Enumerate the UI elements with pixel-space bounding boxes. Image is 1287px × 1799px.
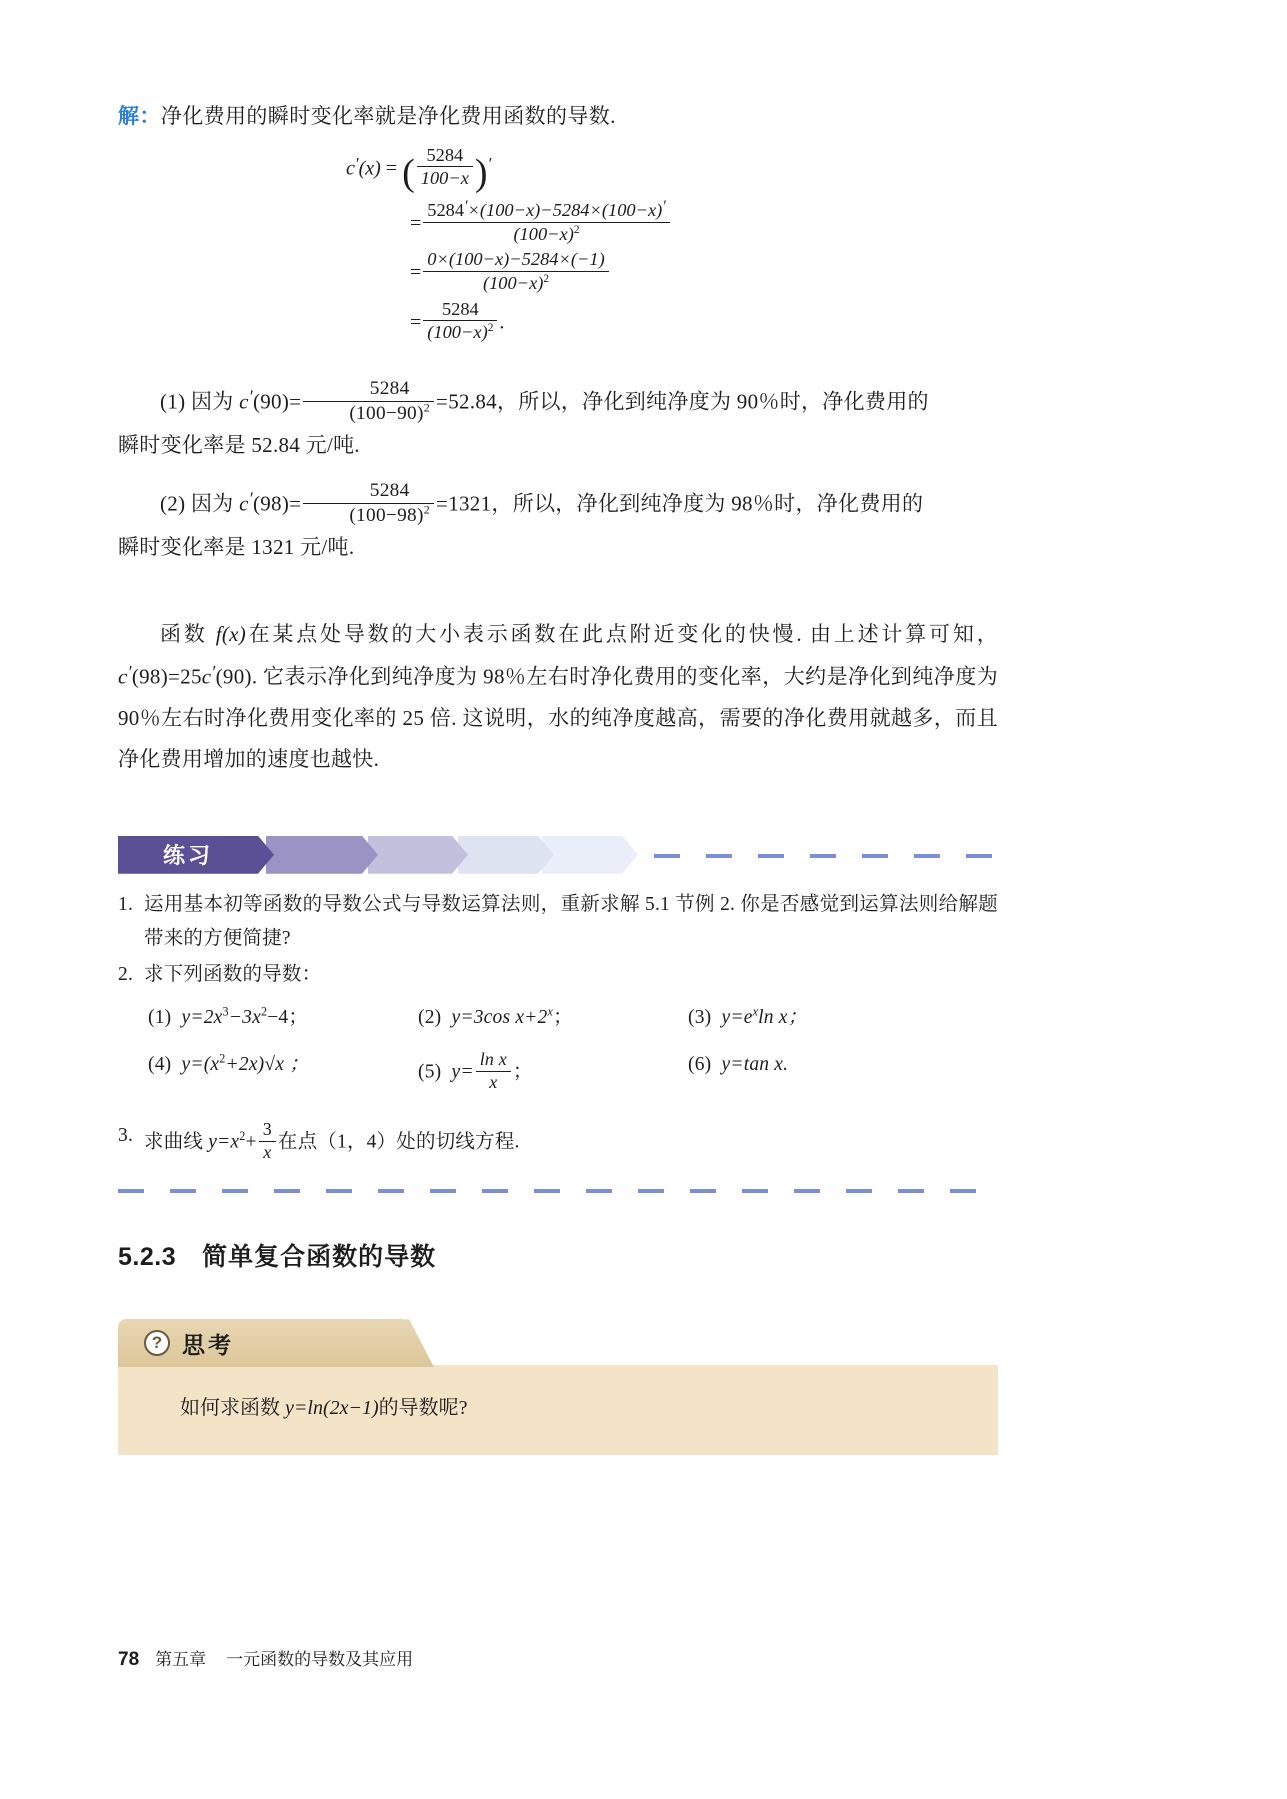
subitem-5-tail: ； (512, 1061, 533, 1083)
part-1-frac-num: 5284 (369, 377, 410, 399)
solution-lead-line (118, 100, 998, 133)
part-2-line2: 瞬时变化率是 1321 元/吨. (118, 535, 355, 560)
subitem-2-text: y=3cos x+2 (451, 1007, 548, 1029)
banner-chevron-4 (458, 836, 554, 874)
exercise-3-number: 3. (118, 1125, 134, 1147)
part-2-paragraph: (2) 因为 c′(98)= $\frac{5284}{(100-98)^2}$ =1321，所以，净化到纯净度为 98％时，净化费用的 (160, 480, 924, 526)
exercise-item-2 (118, 958, 998, 992)
solution-lead-text: 净化费用的瞬时变化率就是净化费用函数的导数. (160, 104, 616, 128)
eq2-num-b: ×(100−x)−5284×(100−x) (467, 200, 663, 221)
part-2-arg: (98) (252, 491, 290, 516)
subitem-1-y: y (181, 1007, 191, 1029)
think-body-tail: 的导数呢? (378, 1397, 468, 1420)
part-2-fn: c (239, 491, 249, 516)
exercise-1-text: 运用基本初等函数的导数公式与导数运算法则，重新求解 5.1 节例 2. 你是否感觉到运算法则给解题带来的方便简捷? (144, 893, 998, 949)
part-2-marker: (2) (160, 491, 186, 516)
part-1-result: =52.84，所以，净化到纯净度为 90％时，净化费用的 (436, 389, 929, 414)
discussion-fn-c: c (118, 664, 128, 689)
subitem-2-tail: ； (553, 1007, 573, 1029)
part-2-lead: 因为 (190, 491, 234, 516)
exercise-3-frac-num: 3 (262, 1119, 272, 1140)
eq2-den: (100−x) (513, 224, 574, 245)
think-box-label: 思考 (182, 1331, 234, 1358)
subitem-6-text: y=tan x. (721, 1054, 789, 1076)
subitem-5-num: ln x (479, 1049, 507, 1070)
subitem-4 (148, 1049, 418, 1093)
eq3-num: 0×(100−x)−5284×(−1) (427, 249, 605, 270)
subitem-2 (418, 1002, 688, 1033)
subitem-3-tail: ln x； (758, 1007, 808, 1029)
exercise-2-number: 2. (118, 964, 134, 986)
page-content (118, 100, 998, 1455)
question-mark-icon: ? (144, 1330, 170, 1356)
banner-chevron-2 (266, 836, 378, 874)
banner-dashed-rule (654, 854, 998, 858)
discussion-paragraph: 函数 f(x)在某点处导数的大小表示函数在此点附近变化的快慢. 由上述计算可知，c′(98)=25c′(90). 它表示净化到纯净度为 98％左右时净化费用的变化率，大约是净化到纯净度为 90％左右时净化费用变化率的 25 倍. 这说明，水的纯净度越高，需要的净化费用就越多，而且净化费用增加的速度也越快. (118, 622, 998, 771)
equation-line-2: = $\frac{5284'\times(100-x)-5284\times(100-x)'}{(100-x)^2}$ (410, 198, 998, 245)
subitem-1-sup2: 2 (260, 1004, 268, 1019)
eq1-arg: (x) (358, 156, 381, 179)
exercise-3-frac-den: x (259, 1141, 276, 1164)
discussion-eq: =25 (168, 664, 202, 689)
exercise-2-row-2 (148, 1049, 998, 1093)
eq1-num: 5284 (426, 144, 464, 165)
subitem-6 (688, 1049, 958, 1093)
subitem-1-sup1: 3 (222, 1004, 229, 1019)
exercise-1-number: 1. (118, 893, 134, 915)
subitem-4-text: y=(x (181, 1054, 220, 1076)
part-1-line2: 瞬时变化率是 52.84 元/吨. (118, 433, 360, 458)
exercise-3-eq: =x (217, 1131, 240, 1153)
discussion-arg-90: (90) (215, 664, 252, 689)
subitem-4-marker: (4) (148, 1054, 172, 1076)
part-1-fn: c (239, 389, 249, 414)
practice-bottom-rule (118, 1189, 998, 1193)
exercise-3-tail: 在点（1，4）处的切线方程. (277, 1131, 520, 1153)
practice-banner (118, 836, 998, 874)
think-body-lead: 如何求函数 (180, 1397, 285, 1420)
subitem-4-sup: 2 (219, 1051, 226, 1066)
subitem-3-sup: x (752, 1004, 759, 1019)
eq4-num: 5284 (441, 298, 479, 319)
eq4-den: (100−x) (427, 322, 488, 343)
discussion-fn-f: f (215, 622, 222, 647)
banner-chevron-5 (542, 836, 638, 874)
subitem-3-marker: (3) (688, 1007, 712, 1029)
eq3-den: (100−x) (482, 273, 544, 294)
think-box (118, 1319, 998, 1455)
banner-chevron-3 (368, 836, 468, 874)
exercise-3-y: y (208, 1131, 218, 1153)
discussion-tail: . 它表示净化到纯净度为 98％左右时净化费用的变化率，大约是净化到纯净度为 90％左右时净化费用变化率的 25 倍. 这说明，水的纯净度越高，需要的净化费用就越多，而且净化费用增加的速度也越快. (118, 664, 998, 771)
subitem-2-sup: x (547, 1004, 554, 1019)
equation-line-4: = $\frac{5284}{(100-x)^2}$ . (410, 298, 505, 343)
exercise-2-row-1 (148, 1002, 998, 1033)
exercise-3-sup: 2 (239, 1129, 246, 1144)
exercise-3-plus: + (245, 1131, 257, 1153)
practice-exercise-list (118, 888, 998, 1164)
part-1-paragraph: (1) 因为 c′(90)= $\frac{5284}{(100-90)^2}$ =52.84，所以，净化到纯净度为 90％时，净化费用的 (160, 377, 929, 424)
subitem-4-tail: +2x)√x ； (225, 1054, 309, 1076)
section-title: 简单复合函数的导数 (202, 1243, 437, 1272)
page-number: 78 (118, 1649, 140, 1670)
footer-chapter: 第五章 (155, 1650, 207, 1669)
footer-chapter-title: 一元函数的导数及其应用 (226, 1650, 414, 1669)
solution-label: 解： (118, 104, 161, 128)
eq4-tail: . (499, 310, 505, 333)
exercise-2-text: 求下列函数的导数： (144, 964, 322, 986)
exercise-item-1 (118, 888, 998, 956)
subitem-1-eq: =2x (190, 1007, 223, 1029)
subitem-5 (418, 1049, 688, 1093)
practice-banner-label: 练习 (162, 843, 213, 869)
part-2-result: =1321，所以，净化到纯净度为 98％时，净化费用的 (436, 491, 924, 516)
exercise-3-lead: 求曲线 (144, 1131, 209, 1153)
part-1-lead: 因为 (190, 389, 234, 414)
discussion-arg-98: (98) (131, 664, 169, 689)
subitem-5-lead: y= (451, 1061, 474, 1083)
think-body-y: y (285, 1397, 294, 1420)
section-number: 5.2.3 (118, 1243, 177, 1272)
part-2-frac-num: 5284 (369, 480, 410, 502)
subitem-2-marker: (2) (418, 1007, 442, 1029)
part-1-arg: (90) (252, 389, 290, 414)
subitem-5-den: x (476, 1071, 511, 1094)
eq1-fn: c (346, 156, 355, 179)
subitem-3 (688, 1002, 958, 1033)
part-1-marker: (1) (160, 389, 186, 414)
equation-line-1: c′(x) = ( $\frac{5284}{100-x}$ )′ (346, 144, 492, 194)
subitem-1 (148, 1002, 418, 1033)
discussion-seg1a: 函数 (160, 622, 216, 647)
subitem-3-text: y=e (721, 1007, 753, 1029)
discussion-seg1b: 在某点处导数的大小表示函数在此点附近变化的快慢. 由上述计算可知， (246, 622, 998, 647)
eq1-den: 100−x (417, 166, 473, 189)
eq2-num-a: 5284 (427, 200, 465, 221)
exercise-item-3 (118, 1119, 998, 1163)
derivation-block (118, 145, 998, 344)
subitem-1-marker: (1) (148, 1007, 172, 1029)
equation-line-3: = $\frac{0\times(100-x)-5284\times(-1)}{(100-x)^2}$ (410, 249, 998, 294)
think-body-eq: =ln(2x−1) (293, 1397, 379, 1420)
part-2-frac-den: (100−98) (349, 504, 424, 526)
subitem-5-marker: (5) (418, 1061, 442, 1083)
discussion-fn-c2: c (201, 664, 212, 689)
think-box-tab (118, 1319, 408, 1367)
subitem-1-mid: −3x (228, 1007, 261, 1029)
section-heading (118, 1237, 998, 1273)
subitem-6-marker: (6) (688, 1054, 712, 1076)
subitem-1-tail: −4； (267, 1007, 309, 1029)
think-box-body (118, 1365, 998, 1455)
page-footer (118, 1645, 413, 1671)
discussion-arg-x: (x) (221, 622, 247, 647)
exercise-3-text (144, 1119, 520, 1163)
part-1-frac-den: (100−90) (349, 402, 424, 424)
